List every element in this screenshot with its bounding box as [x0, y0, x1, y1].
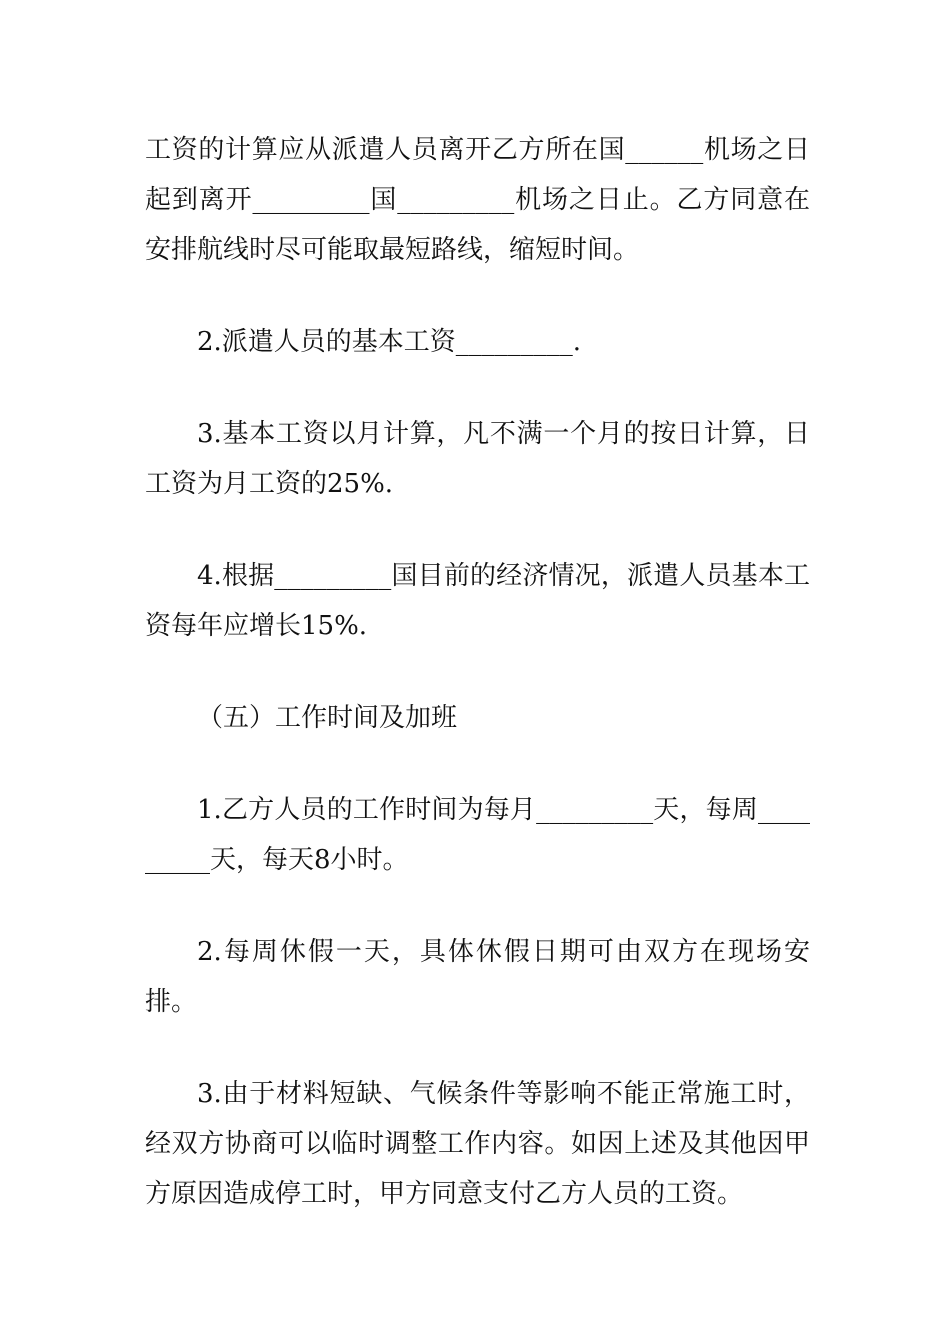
paragraph-basic-wage: 2.派遣人员的基本工资_________. — [197, 327, 582, 357]
section-heading-work-hours: （五）工作时间及加班 — [197, 703, 458, 733]
paragraph-wage-increase: 4.根据_________国目前的经济情况，派遣人员基本工资每年应增长15%. — [145, 561, 810, 641]
paragraph-wage-calculation: 工资的计算应从派遣人员离开乙方所在国______机场之日起到离开_________国_________机场之日止。乙方同意在安排航线时尽可能取最短路线，缩短时间。 — [145, 135, 810, 265]
paragraph-weekly-rest: 2.每周休假一天，具体休假日期可由双方在现场安排。 — [145, 937, 810, 1017]
paragraph-monthly-wage: 3.基本工资以月计算，凡不满一个月的按日计算，日工资为月工资的25%. — [145, 419, 810, 499]
paragraph-work-adjustment: 3.由于材料短缺、气候条件等影响不能正常施工时，经双方协商可以临时调整工作内容。如因上述及其他因甲方原因造成停工时，甲方同意支付乙方人员的工资。 — [145, 1079, 810, 1209]
document-body — [145, 125, 810, 1219]
paragraph-working-time: 1.乙方人员的工作时间为每月_________天，每周_________天，每天8小时。 — [145, 795, 810, 875]
